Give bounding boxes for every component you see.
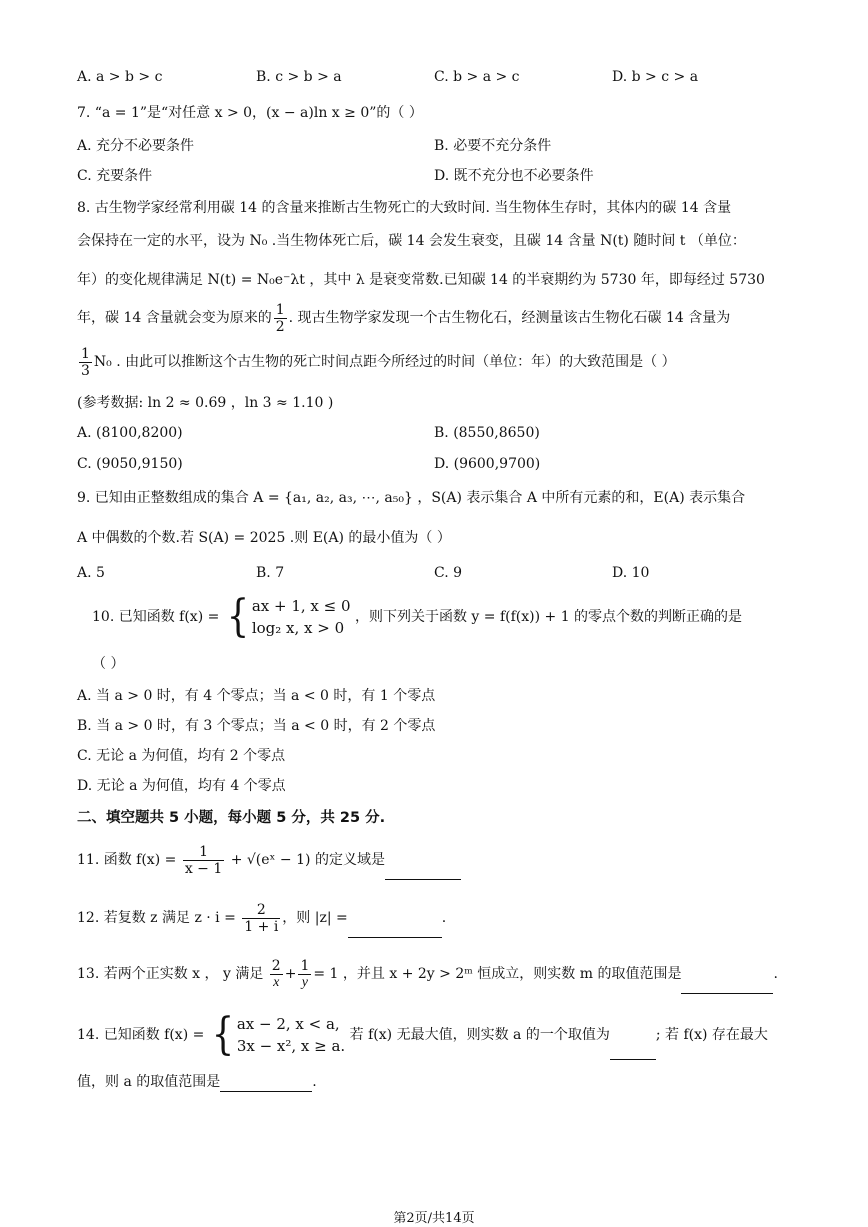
q13-fraction-1: $\frac{2}{x}$ [271, 957, 281, 990]
q8-option-b: B. (8550,8650) [434, 425, 540, 441]
q10-answer-paren: （ ） [92, 656, 125, 672]
q9-option-b: B. 7 [256, 565, 285, 581]
q6-option-a: A. a > b > c [77, 69, 163, 85]
q14-line-2b: . [312, 1074, 317, 1090]
q8-option-a: A. (8100,8200) [77, 425, 183, 441]
q14-answer-blank-1[interactable] [610, 1043, 656, 1060]
q7-option-a: A. 充分不必要条件 [77, 138, 195, 154]
q12-end: . [441, 910, 447, 926]
section-2-heading: 二、填空题共 5 小题，每小题 5 分，共 25 分. [77, 810, 386, 826]
q13-end: . [773, 966, 778, 982]
q7-option-c: C. 充要条件 [77, 168, 153, 184]
q8-line-4 [77, 300, 730, 336]
q7-stem: 7. “a = 1”是“对任意 x > 0，(x − a)ln x ≥ 0”的（ ） [77, 105, 423, 121]
q9-line-1: 9. 已知由正整数组成的集合 A = {a₁, a₂, a₃, ⋯, a₅₀} ，S(A) 表示集合 A 中所有元素的和，E(A) 表示集合 [77, 490, 746, 506]
q8-line-3: 年）的变化规律满足 N(t) = N₀e⁻λt ，其中 λ 是衰变常数.已知碳 14 的半衰期约为 5730 年，即每经过 5730 [77, 272, 765, 288]
q10-suffix: ，则下列关于函数 y = f(f(x)) + 1 的零点个数的判断正确的是 [354, 609, 743, 625]
q9-option-a: A. 5 [77, 565, 105, 581]
q10-option-c: C. 无论 a 为何值，均有 2 个零点 [77, 748, 286, 764]
q12-answer-blank[interactable] [348, 921, 442, 938]
q11-suffix: 的定义域是 [314, 852, 385, 868]
q7-option-d: D. 既不充分也不必要条件 [434, 168, 594, 184]
q14-brace: { [211, 1009, 235, 1060]
q8-third-fraction: $\frac{1}{3}$ [81, 345, 90, 379]
q6-option-c: C. b > a > c [434, 69, 520, 85]
q8-line-5 [77, 344, 676, 380]
q13-condition: = 1 ，并且 x + 2y > 2ᵐ 恒成立，则实数 m 的取值范围是 [313, 966, 682, 982]
q14-prefix: 14. 已知函数 f(x) = [77, 1027, 205, 1043]
q8-option-c: C. (9050,9150) [77, 456, 183, 472]
q11-prefix: 11. 函数 f(x) = [77, 852, 177, 868]
q9-option-c: C. 9 [434, 565, 463, 581]
q11-sqrt-term: + √(eˣ − 1) [230, 852, 311, 868]
q11-answer-blank[interactable] [385, 863, 461, 880]
q11 [77, 840, 461, 880]
q10-stem [92, 592, 742, 642]
q7-option-b: B. 必要不充分条件 [434, 138, 552, 154]
q6-option-d: D. b > c > a [612, 69, 699, 85]
q13-fraction-2: $\frac{1}{y}$ [300, 957, 310, 990]
q14-suffix-2: ; 若 f(x) 存在最大 [655, 1027, 768, 1043]
q12-prefix: 12. 若复数 z 满足 z · i = [77, 910, 236, 926]
q12 [77, 898, 446, 938]
q14-line-2 [77, 1072, 317, 1092]
q13 [77, 954, 778, 994]
q9-option-d: D. 10 [612, 565, 650, 581]
q8-option-d: D. (9600,9700) [434, 456, 541, 472]
q13-plus: + [284, 966, 297, 982]
q6-option-b: B. c > b > a [256, 69, 342, 85]
q12-suffix: ，则 |z| = [282, 910, 348, 926]
q10-option-b: B. 当 a > 0 时，有 3 个零点；当 a < 0 时，有 2 个零点 [77, 718, 436, 734]
q8-reference-data: (参考数据: ln 2 ≈ 0.69 ，ln 3 ≈ 1.10 ) [77, 395, 334, 411]
q13-answer-blank[interactable] [681, 977, 773, 994]
q14-answer-blank-2[interactable] [220, 1075, 312, 1092]
q10-brace: { [226, 591, 250, 642]
q12-fraction: $\frac{2}{1 + i}$ [244, 901, 279, 935]
q8-line-5-text: N₀ . 由此可以推断这个古生物的死亡时间点距今所经过的时间（单位：年）的大致范围是（ ） [93, 354, 676, 370]
q9-line-2: A 中偶数的个数.若 S(A) = 2025 .则 E(A) 的最小值为（ ） [77, 530, 451, 546]
q8-line-2: 会保持在一定的水平，设为 N₀ .当生物体死亡后，碳 14 会发生衰变，且碳 14 含量 N(t) 随时间 t （单位： [77, 233, 746, 249]
q8-half-fraction: $\frac{1}{2}$ [275, 301, 285, 335]
q10-prefix: 10. 已知函数 f(x) = [92, 609, 220, 625]
q13-prefix: 13. 若两个正实数 x ， y 满足 [77, 966, 264, 982]
q14-piecewise: ax − 2, x < a, 3x − x², x ≥ a. [236, 1015, 346, 1055]
q8-line-1: 8. 古生物学家经常利用碳 14 的含量来推断古生物死亡的大致时间. 当生物体生存时，其体内的碳 14 含量 [77, 200, 732, 216]
q11-fraction: $\frac{1}{x - 1}$ [184, 843, 223, 877]
q10-option-d: D. 无论 a 为何值，均有 4 个零点 [77, 778, 286, 794]
q10-piecewise: ax + 1, x ≤ 0 log₂ x, x > 0 [251, 597, 351, 637]
q14-line-2a: 值，则 a 的取值范围是 [77, 1074, 221, 1090]
q14-line-1 [77, 1010, 768, 1060]
q14-suffix-1: 若 f(x) 无最大值，则实数 a 的一个取值为 [349, 1027, 610, 1043]
q10-option-a: A. 当 a > 0 时，有 4 个零点；当 a < 0 时，有 1 个零点 [77, 688, 436, 704]
q8-line-4a: 年，碳 14 含量就会变为原来的 [77, 310, 272, 326]
q8-line-4b: . 现古生物学家发现一个古生物化石，经测量该古生物化石碳 14 含量为 [288, 310, 731, 326]
page-footer: 第2页/共14页 [393, 1211, 475, 1226]
